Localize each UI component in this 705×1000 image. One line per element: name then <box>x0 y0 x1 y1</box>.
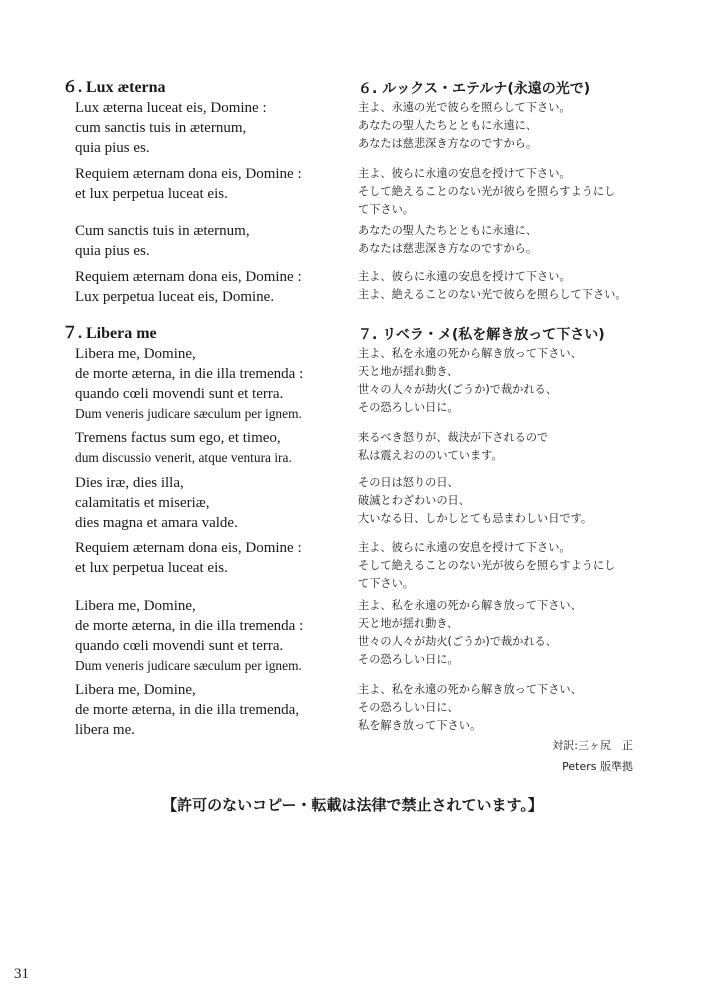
japanese-stanza <box>358 165 615 219</box>
latin-line: Libera me, Domine, <box>75 346 196 362</box>
latin-line: de morte æterna, in die illa tremenda : <box>75 366 304 382</box>
latin-stanza <box>75 428 292 468</box>
japanese-line: あなたの聖人たちとともに永遠に、 <box>358 119 538 132</box>
japanese-stanza <box>358 268 627 304</box>
japanese-line: 私は震えおののいています。 <box>358 449 503 462</box>
latin-line: calamitatis et miseriæ, <box>75 495 210 511</box>
japanese-line: 主よ、私を永遠の死から解き放って下さい、 <box>358 347 582 360</box>
japanese-line: て下さい。 <box>358 577 414 590</box>
japanese-line: その恐ろしい日に。 <box>358 401 459 414</box>
translator-credit: 対訳:三ヶ尻 正 <box>552 739 633 752</box>
japanese-line: あなたの聖人たちとともに永遠に、 <box>358 224 538 237</box>
latin-stanza <box>75 596 303 676</box>
section-7-japanese-heading: ７. リベラ・メ(私を解き放って下さい) <box>358 327 605 343</box>
latin-line: libera me. <box>75 722 135 738</box>
latin-line: Tremens factus sum ego, et timeo, <box>75 430 281 446</box>
latin-stanza <box>75 164 302 204</box>
japanese-line: その恐ろしい日に。 <box>358 653 459 666</box>
japanese-line: 主よ、私を永遠の死から解き放って下さい、 <box>358 599 582 612</box>
japanese-line: あなたは慈悲深き方なのですから。 <box>358 242 538 255</box>
latin-stanza <box>75 221 250 261</box>
japanese-stanza <box>358 539 615 593</box>
section-6-latin-heading: ６. Lux æterna <box>62 79 166 96</box>
japanese-line: 主よ、彼らに永遠の安息を授けて下さい。 <box>358 541 571 554</box>
japanese-line: 破滅とわざわいの日、 <box>358 494 470 507</box>
latin-stanza <box>75 98 267 158</box>
latin-line: dum discussio venerit, atque ventura ira. <box>75 450 292 465</box>
latin-line: dies magna et amara valde. <box>75 515 238 531</box>
section-7-latin-heading: ７. Libera me <box>62 325 157 342</box>
latin-line: quia pius es. <box>75 140 150 156</box>
edition-credit: Peters 版準拠 <box>562 760 633 773</box>
japanese-stanza <box>358 345 582 417</box>
japanese-line: て下さい。 <box>358 203 414 216</box>
latin-stanza <box>75 538 302 578</box>
latin-stanza <box>75 473 238 533</box>
japanese-line: 世々の人々が劫火(ごうか)で裁かれる、 <box>358 635 557 648</box>
latin-stanza <box>75 344 303 424</box>
latin-line: de morte æterna, in die illa tremenda : <box>75 618 304 634</box>
japanese-line: 主よ、彼らに永遠の安息を授けて下さい。 <box>358 270 571 283</box>
japanese-stanza <box>358 597 582 669</box>
latin-stanza <box>75 267 302 307</box>
latin-line: Lux æterna luceat eis, Domine : <box>75 100 267 116</box>
japanese-line: その日は怒りの日、 <box>358 476 459 489</box>
japanese-line: 世々の人々が劫火(ごうか)で裁かれる、 <box>358 383 557 396</box>
japanese-line: 私を解き放って下さい。 <box>358 719 482 732</box>
japanese-stanza <box>358 99 571 153</box>
japanese-stanza <box>358 429 548 465</box>
japanese-line: あなたは慈悲深き方なのですから。 <box>358 137 538 150</box>
latin-line: et lux perpetua luceat eis. <box>75 186 228 202</box>
japanese-line: そして絶えることのない光が彼らを照らすようにし <box>358 185 616 198</box>
japanese-line: 来るべき怒りが、裁決が下されるので <box>358 431 549 444</box>
japanese-line: 大いなる日、しかしとても忌まわしい日です。 <box>358 512 593 525</box>
latin-line: quando cœli movendi sunt et terra. <box>75 638 284 654</box>
japanese-line: 天と地が揺れ動き、 <box>358 365 459 378</box>
japanese-line: 主よ、永遠の光で彼らを照らして下さい。 <box>358 101 571 114</box>
latin-line: Libera me, Domine, <box>75 682 196 698</box>
latin-line: Dum veneris judicare sæculum per ignem. <box>75 406 302 421</box>
latin-line: Lux perpetua luceat eis, Domine. <box>75 289 275 305</box>
latin-line: Libera me, Domine, <box>75 598 196 614</box>
latin-line: de morte æterna, in die illa tremenda, <box>75 702 300 718</box>
japanese-line: 主よ、彼らに永遠の安息を授けて下さい。 <box>358 167 571 180</box>
japanese-line: その恐ろしい日に、 <box>358 701 459 714</box>
japanese-stanza <box>358 681 582 735</box>
latin-stanza <box>75 680 299 740</box>
japanese-line: そして絶えることのない光が彼らを照らすようにし <box>358 559 616 572</box>
copyright-notice: 【許可のないコピー・転載は法律で禁止されています。】 <box>162 796 543 814</box>
japanese-line: 主よ、私を永遠の死から解き放って下さい、 <box>358 683 582 696</box>
japanese-stanza <box>358 474 592 528</box>
latin-line: quia pius es. <box>75 243 150 259</box>
latin-line: Cum sanctis tuis in æternum, <box>75 223 250 239</box>
japanese-line: 主よ、絶えることのない光で彼らを照らして下さい。 <box>358 288 627 301</box>
page-number: 31 <box>14 966 29 982</box>
latin-line: cum sanctis tuis in æternum, <box>75 120 247 136</box>
latin-line: Dum veneris judicare sæculum per ignem. <box>75 658 302 673</box>
latin-line: Dies iræ, dies illa, <box>75 475 184 491</box>
japanese-line: 天と地が揺れ動き、 <box>358 617 459 630</box>
latin-line: Requiem æternam dona eis, Domine : <box>75 166 302 182</box>
latin-line: Requiem æternam dona eis, Domine : <box>75 269 302 285</box>
latin-line: Requiem æternam dona eis, Domine : <box>75 540 302 556</box>
section-6-japanese-heading: ６. ルックス・エテルナ(永遠の光で) <box>358 81 591 97</box>
latin-line: quando cœli movendi sunt et terra. <box>75 386 284 402</box>
japanese-stanza <box>358 222 537 258</box>
latin-line: et lux perpetua luceat eis. <box>75 560 228 576</box>
